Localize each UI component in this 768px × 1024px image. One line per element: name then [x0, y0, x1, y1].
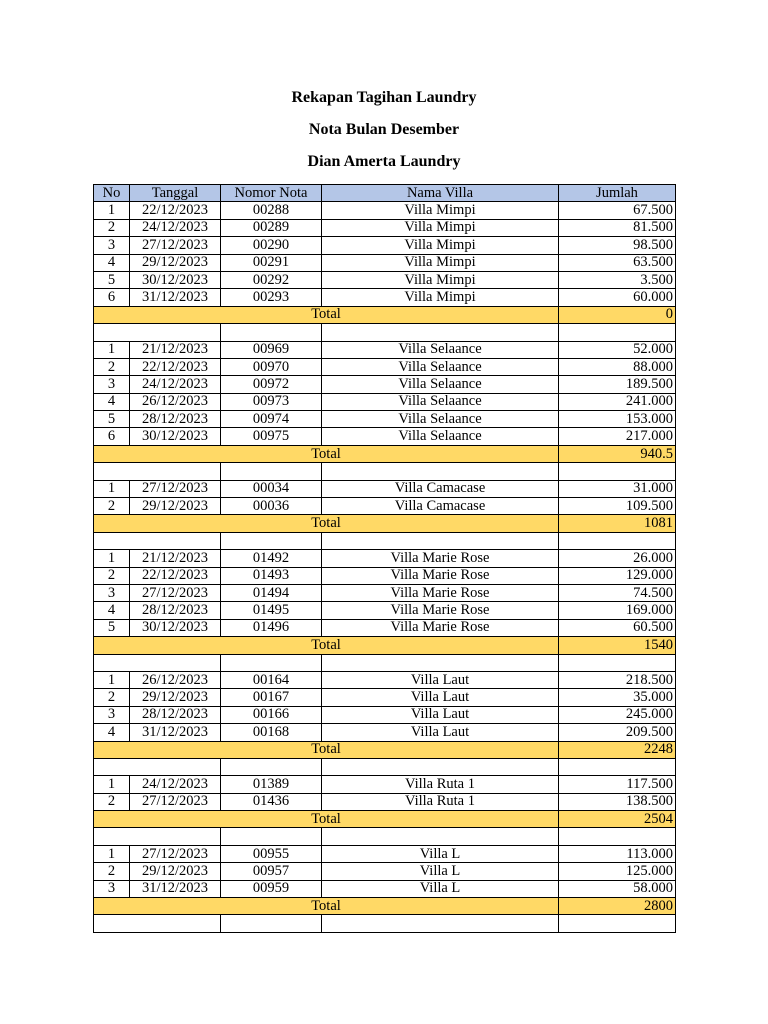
table-row — [94, 237, 676, 254]
cell-date: 30/12/2023 — [130, 619, 221, 636]
table-row — [94, 845, 676, 862]
total-label: Total — [94, 741, 559, 758]
spacer-cell — [221, 654, 322, 671]
cell-date: 27/12/2023 — [130, 793, 221, 810]
spacer-cell — [322, 828, 559, 845]
cell-invoice-number: 00973 — [221, 393, 322, 410]
cell-villa-name: Villa Selaance — [322, 393, 559, 410]
cell-amount: 52.000 — [559, 341, 676, 358]
table-row — [94, 584, 676, 601]
spacer-cell — [221, 758, 322, 775]
cell-no: 1 — [94, 202, 130, 219]
cell-date: 29/12/2023 — [130, 498, 221, 515]
cell-villa-name: Villa Marie Rose — [322, 567, 559, 584]
cell-date: 26/12/2023 — [130, 393, 221, 410]
total-row — [94, 637, 676, 654]
table-row — [94, 289, 676, 306]
document-title: Rekapan Tagihan Laundry — [291, 89, 477, 106]
cell-no: 1 — [94, 776, 130, 793]
spacer-row — [94, 758, 676, 775]
cell-villa-name: Villa Mimpi — [322, 237, 559, 254]
cell-invoice-number: 00959 — [221, 880, 322, 897]
table-row — [94, 619, 676, 636]
spacer-cell — [559, 463, 676, 480]
cell-no: 4 — [94, 393, 130, 410]
table-row — [94, 428, 676, 445]
cell-invoice-number: 00957 — [221, 863, 322, 880]
spacer-cell — [322, 324, 559, 341]
cell-date: 29/12/2023 — [130, 863, 221, 880]
spacer-cell — [322, 758, 559, 775]
cell-villa-name: Villa L — [322, 845, 559, 862]
table-row — [94, 480, 676, 497]
cell-villa-name: Villa Mimpi — [322, 219, 559, 236]
cell-invoice-number: 01493 — [221, 567, 322, 584]
cell-amount: 74.500 — [559, 584, 676, 601]
cell-villa-name: Villa Ruta 1 — [322, 793, 559, 810]
cell-villa-name: Villa Selaance — [322, 376, 559, 393]
cell-amount: 63.500 — [559, 254, 676, 271]
cell-villa-name: Villa Laut — [322, 706, 559, 723]
cell-invoice-number: 01436 — [221, 793, 322, 810]
spacer-cell — [322, 915, 559, 932]
cell-invoice-number: 00290 — [221, 237, 322, 254]
spacer-row — [94, 654, 676, 671]
cell-amount: 241.000 — [559, 393, 676, 410]
total-value: 0 — [559, 306, 676, 323]
cell-villa-name: Villa Mimpi — [322, 271, 559, 288]
cell-amount: 209.500 — [559, 724, 676, 741]
spacer-row — [94, 915, 676, 932]
cell-no: 3 — [94, 706, 130, 723]
cell-invoice-number: 01492 — [221, 550, 322, 567]
spacer-cell — [559, 758, 676, 775]
table-header-row — [94, 185, 676, 202]
column-header-amount: Jumlah — [559, 185, 676, 202]
cell-invoice-number: 00036 — [221, 498, 322, 515]
cell-invoice-number: 01389 — [221, 776, 322, 793]
column-header-villa-name: Nama Villa — [322, 185, 559, 202]
cell-invoice-number: 00293 — [221, 289, 322, 306]
cell-amount: 218.500 — [559, 671, 676, 688]
spacer-row — [94, 828, 676, 845]
table-row — [94, 376, 676, 393]
cell-villa-name: Villa Camacase — [322, 498, 559, 515]
total-value: 2800 — [559, 898, 676, 915]
column-header-date: Tanggal — [130, 185, 221, 202]
spacer-cell — [94, 828, 221, 845]
total-value: 1540 — [559, 637, 676, 654]
cell-date: 21/12/2023 — [130, 550, 221, 567]
cell-amount: 117.500 — [559, 776, 676, 793]
invoice-recap-table — [93, 184, 676, 933]
spacer-cell — [322, 532, 559, 549]
spacer-cell — [221, 463, 322, 480]
cell-no: 3 — [94, 376, 130, 393]
cell-date: 31/12/2023 — [130, 289, 221, 306]
cell-no: 3 — [94, 584, 130, 601]
spacer-cell — [221, 324, 322, 341]
cell-date: 22/12/2023 — [130, 358, 221, 375]
cell-villa-name: Villa Selaance — [322, 428, 559, 445]
cell-no: 6 — [94, 428, 130, 445]
cell-invoice-number: 00288 — [221, 202, 322, 219]
total-row — [94, 515, 676, 532]
cell-no: 2 — [94, 219, 130, 236]
spacer-cell — [322, 654, 559, 671]
cell-no: 4 — [94, 254, 130, 271]
spacer-cell — [94, 324, 221, 341]
cell-villa-name: Villa Marie Rose — [322, 584, 559, 601]
cell-villa-name: Villa Laut — [322, 689, 559, 706]
cell-invoice-number: 00168 — [221, 724, 322, 741]
spacer-cell — [221, 915, 322, 932]
total-value: 940.5 — [559, 445, 676, 462]
table-row — [94, 863, 676, 880]
table-row — [94, 219, 676, 236]
total-row — [94, 898, 676, 915]
cell-no: 2 — [94, 863, 130, 880]
cell-date: 24/12/2023 — [130, 219, 221, 236]
cell-invoice-number: 01494 — [221, 584, 322, 601]
spacer-row — [94, 463, 676, 480]
total-value: 1081 — [559, 515, 676, 532]
total-label: Total — [94, 306, 559, 323]
cell-villa-name: Villa L — [322, 880, 559, 897]
spacer-cell — [94, 758, 221, 775]
table-row — [94, 411, 676, 428]
cell-amount: 217.000 — [559, 428, 676, 445]
table-row — [94, 793, 676, 810]
table-row — [94, 689, 676, 706]
cell-amount: 245.000 — [559, 706, 676, 723]
cell-invoice-number: 00969 — [221, 341, 322, 358]
cell-date: 24/12/2023 — [130, 376, 221, 393]
cell-invoice-number: 00166 — [221, 706, 322, 723]
cell-amount: 35.000 — [559, 689, 676, 706]
cell-no: 2 — [94, 689, 130, 706]
cell-no: 4 — [94, 602, 130, 619]
cell-date: 31/12/2023 — [130, 724, 221, 741]
cell-date: 29/12/2023 — [130, 689, 221, 706]
cell-amount: 98.500 — [559, 237, 676, 254]
spacer-cell — [94, 532, 221, 549]
cell-no: 1 — [94, 341, 130, 358]
cell-date: 28/12/2023 — [130, 411, 221, 428]
table-row — [94, 602, 676, 619]
cell-invoice-number: 00970 — [221, 358, 322, 375]
cell-invoice-number: 01495 — [221, 602, 322, 619]
table-row — [94, 724, 676, 741]
cell-invoice-number: 00291 — [221, 254, 322, 271]
cell-no: 2 — [94, 567, 130, 584]
cell-amount: 26.000 — [559, 550, 676, 567]
spacer-cell — [559, 915, 676, 932]
table-row — [94, 341, 676, 358]
cell-amount: 60.500 — [559, 619, 676, 636]
cell-villa-name: Villa Marie Rose — [322, 550, 559, 567]
cell-amount: 88.000 — [559, 358, 676, 375]
cell-no: 1 — [94, 845, 130, 862]
cell-amount: 125.000 — [559, 863, 676, 880]
table-row — [94, 358, 676, 375]
cell-villa-name: Villa Selaance — [322, 341, 559, 358]
cell-no: 6 — [94, 289, 130, 306]
cell-date: 28/12/2023 — [130, 706, 221, 723]
column-header-invoice-number: Nomor Nota — [221, 185, 322, 202]
cell-date: 27/12/2023 — [130, 845, 221, 862]
table-row — [94, 776, 676, 793]
table-row — [94, 202, 676, 219]
cell-villa-name: Villa Ruta 1 — [322, 776, 559, 793]
cell-villa-name: Villa Mimpi — [322, 202, 559, 219]
cell-date: 21/12/2023 — [130, 341, 221, 358]
table-row — [94, 498, 676, 515]
cell-amount: 138.500 — [559, 793, 676, 810]
cell-no: 5 — [94, 271, 130, 288]
cell-amount: 67.500 — [559, 202, 676, 219]
cell-amount: 113.000 — [559, 845, 676, 862]
table-row — [94, 706, 676, 723]
cell-invoice-number: 00292 — [221, 271, 322, 288]
cell-invoice-number: 00289 — [221, 219, 322, 236]
total-label: Total — [94, 637, 559, 654]
spacer-cell — [94, 463, 221, 480]
cell-no: 2 — [94, 793, 130, 810]
cell-villa-name: Villa Laut — [322, 671, 559, 688]
spacer-cell — [322, 463, 559, 480]
cell-date: 27/12/2023 — [130, 584, 221, 601]
total-row — [94, 445, 676, 462]
cell-amount: 31.000 — [559, 480, 676, 497]
cell-no: 5 — [94, 619, 130, 636]
total-label: Total — [94, 445, 559, 462]
cell-date: 22/12/2023 — [130, 567, 221, 584]
cell-date: 24/12/2023 — [130, 776, 221, 793]
cell-invoice-number: 00975 — [221, 428, 322, 445]
total-value: 2504 — [559, 811, 676, 828]
cell-no: 2 — [94, 498, 130, 515]
spacer-cell — [221, 532, 322, 549]
cell-villa-name: Villa L — [322, 863, 559, 880]
spacer-cell — [94, 915, 221, 932]
cell-villa-name: Villa Mimpi — [322, 254, 559, 271]
cell-amount: 81.500 — [559, 219, 676, 236]
company-name: Dian Amerta Laundry — [307, 153, 461, 170]
total-label: Total — [94, 811, 559, 828]
cell-villa-name: Villa Mimpi — [322, 289, 559, 306]
cell-date: 26/12/2023 — [130, 671, 221, 688]
total-row — [94, 811, 676, 828]
cell-invoice-number: 00034 — [221, 480, 322, 497]
spacer-cell — [559, 654, 676, 671]
table-body — [94, 202, 676, 932]
cell-villa-name: Villa Camacase — [322, 480, 559, 497]
cell-no: 2 — [94, 358, 130, 375]
cell-amount: 3.500 — [559, 271, 676, 288]
cell-invoice-number: 00167 — [221, 689, 322, 706]
total-value: 2248 — [559, 741, 676, 758]
cell-no: 3 — [94, 880, 130, 897]
cell-villa-name: Villa Marie Rose — [322, 602, 559, 619]
spacer-cell — [559, 532, 676, 549]
cell-invoice-number: 00974 — [221, 411, 322, 428]
table-row — [94, 254, 676, 271]
cell-date: 30/12/2023 — [130, 428, 221, 445]
cell-date: 22/12/2023 — [130, 202, 221, 219]
spacer-cell — [94, 654, 221, 671]
table-row — [94, 271, 676, 288]
table-row — [94, 880, 676, 897]
total-row — [94, 741, 676, 758]
cell-amount: 60.000 — [559, 289, 676, 306]
spacer-cell — [559, 324, 676, 341]
document-subtitle: Nota Bulan Desember — [308, 121, 460, 138]
cell-no: 1 — [94, 480, 130, 497]
total-label: Total — [94, 898, 559, 915]
table-row — [94, 567, 676, 584]
cell-date: 30/12/2023 — [130, 271, 221, 288]
cell-amount: 169.000 — [559, 602, 676, 619]
table-row — [94, 671, 676, 688]
cell-no: 5 — [94, 411, 130, 428]
cell-invoice-number: 01496 — [221, 619, 322, 636]
cell-amount: 189.500 — [559, 376, 676, 393]
cell-invoice-number: 00955 — [221, 845, 322, 862]
cell-no: 4 — [94, 724, 130, 741]
table-row — [94, 393, 676, 410]
spacer-row — [94, 324, 676, 341]
cell-amount: 129.000 — [559, 567, 676, 584]
cell-invoice-number: 00972 — [221, 376, 322, 393]
cell-date: 28/12/2023 — [130, 602, 221, 619]
cell-date: 27/12/2023 — [130, 237, 221, 254]
cell-date: 27/12/2023 — [130, 480, 221, 497]
cell-no: 1 — [94, 550, 130, 567]
spacer-cell — [559, 828, 676, 845]
spacer-row — [94, 532, 676, 549]
cell-amount: 109.500 — [559, 498, 676, 515]
cell-date: 31/12/2023 — [130, 880, 221, 897]
cell-villa-name: Villa Selaance — [322, 411, 559, 428]
cell-villa-name: Villa Selaance — [322, 358, 559, 375]
cell-date: 29/12/2023 — [130, 254, 221, 271]
title-block — [0, 88, 768, 184]
column-header-no: No — [94, 185, 130, 202]
cell-amount: 153.000 — [559, 411, 676, 428]
cell-amount: 58.000 — [559, 880, 676, 897]
cell-no: 1 — [94, 671, 130, 688]
cell-invoice-number: 00164 — [221, 671, 322, 688]
cell-no: 3 — [94, 237, 130, 254]
cell-villa-name: Villa Marie Rose — [322, 619, 559, 636]
spacer-cell — [221, 828, 322, 845]
table-row — [94, 550, 676, 567]
total-row — [94, 306, 676, 323]
cell-villa-name: Villa Laut — [322, 724, 559, 741]
total-label: Total — [94, 515, 559, 532]
